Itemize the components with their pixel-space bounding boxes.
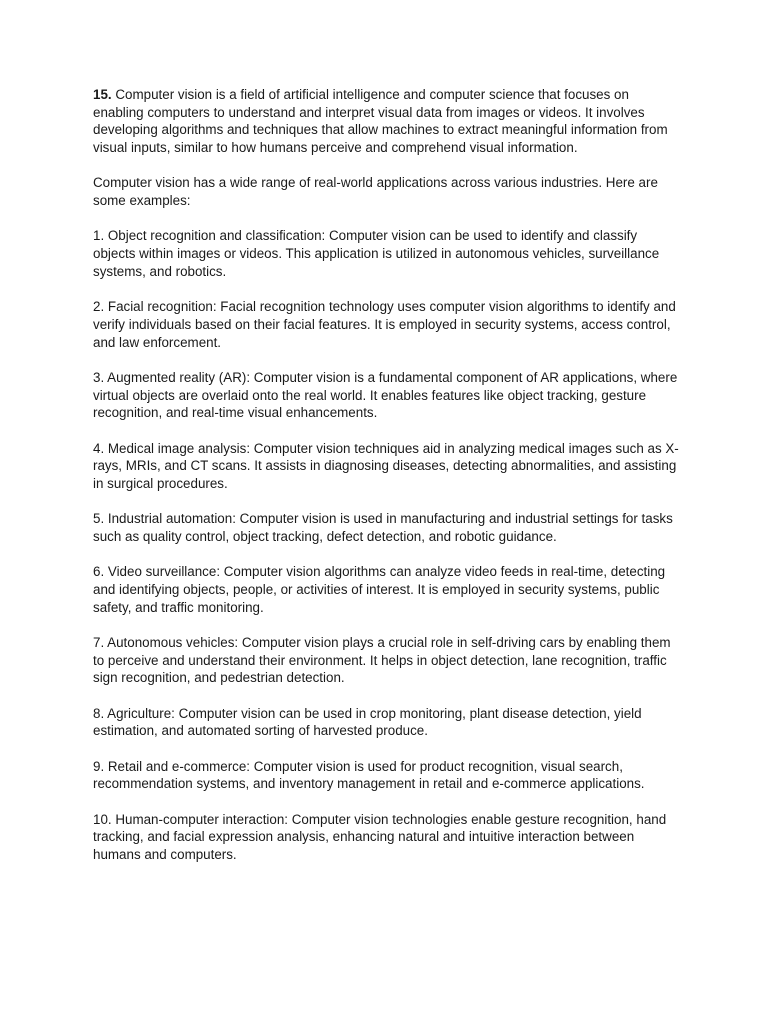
application-item-2: 2. Facial recognition: Facial recognition technology uses computer vision algorithms to identify and verify individuals based on their facial features. It is employed in security systems, access control, and law enforcement. bbox=[93, 299, 676, 350]
application-item-5: 5. Industrial automation: Computer vision is used in manufacturing and industrial settings for tasks such as quality control, object tracking, defect detection, and robotic guidance. bbox=[93, 511, 673, 544]
application-item-7: 7. Autonomous vehicles: Computer vision plays a crucial role in self-driving cars by enabling them to perceive and understand their environment. It helps in object detection, lane recognition, traffic sign recognition, and pedestrian detection. bbox=[93, 634, 671, 686]
question-number: 15. bbox=[93, 87, 112, 102]
application-item-3: 3. Augmented reality (AR): Computer vision is a fundamental component of AR applications, where virtual objects are overlaid onto the real world. It enables features like object tracking, gesture recognition, and real-time visual enhancements. bbox=[93, 369, 678, 421]
application-item-9: 9. Retail and e-commerce: Computer vision is used for product recognition, visual search, recommendation systems, and inventory management in retail and e-commerce applications. bbox=[93, 758, 645, 792]
application-item-4: 4. Medical image analysis: Computer vision techniques aid in analyzing medical images such as X-rays, MRIs, and CT scans. It assists in diagnosing diseases, detecting abnormalities, and assisting in surgical procedures. bbox=[93, 440, 679, 491]
intro-paragraph bbox=[93, 86, 683, 157]
application-item-6: 6. Video surveillance: Computer vision algorithms can analyze video feeds in real-time, detecting and identifying objects, people, or activities of interest. It is employed in security systems, public safety, and traffic monitoring. bbox=[93, 564, 666, 615]
lead-paragraph: Computer vision has a wide range of real-world applications across various industries. Here are some examples: bbox=[93, 175, 658, 209]
application-item-8: 8. Agriculture: Computer vision can be used in crop monitoring, plant disease detection, yield estimation, and automated sorting of harvested produce. bbox=[93, 705, 642, 739]
intro-text: Computer vision is a field of artificial intelligence and computer science that focuses on enabling computers to understand and interpret visual data from images or videos. It involves developing algorithms and techniques that allow machines to extract meaningful information from visual inputs, similar to how humans perceive and comprehend visual information. bbox=[93, 87, 668, 156]
application-item-10: 10. Human-computer interaction: Computer vision technologies enable gesture recognition, hand tracking, and facial expression analysis, enhancing natural and intuitive interaction between humans and computers. bbox=[93, 811, 667, 863]
document-page bbox=[93, 86, 683, 881]
application-item-1: 1. Object recognition and classification: Computer vision can be used to identify and classify objects within images or videos. This application is utilized in autonomous vehicles, surveillance systems, and robotics. bbox=[93, 228, 660, 279]
